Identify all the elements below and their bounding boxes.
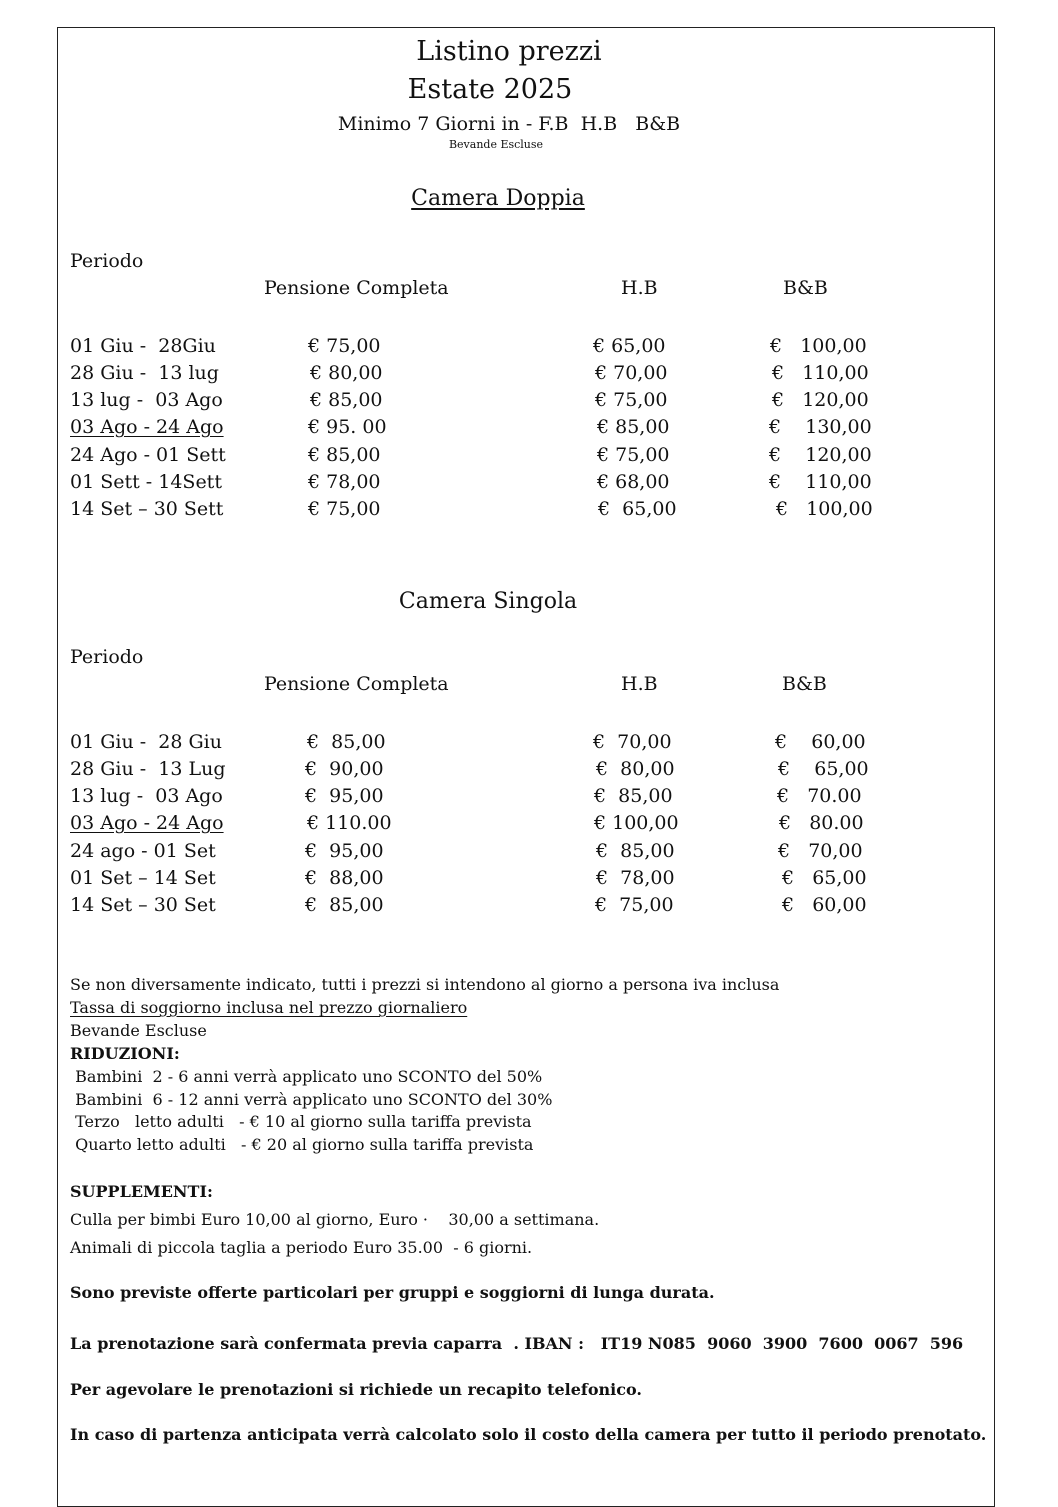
full-board-price: € 110.00 bbox=[307, 812, 392, 834]
tourist-tax-note: Tassa di soggiorno inclusa nel prezzo giornaliero bbox=[70, 998, 468, 1017]
half-board-price: € 75,00 bbox=[597, 444, 670, 466]
bed-breakfast-price: € 65,00 bbox=[782, 867, 867, 889]
single-room-title: Camera Singola bbox=[398, 589, 578, 614]
half-board-price: € 68,00 bbox=[597, 471, 670, 493]
period-cell: 01 Sett - 14Sett bbox=[70, 471, 222, 493]
special-offers-note: Sono previste offerte particolari per gruppi e soggiorni di lunga durata. bbox=[70, 1283, 715, 1302]
full-board-price: € 85,00 bbox=[308, 444, 381, 466]
full-board-price: € 85,00 bbox=[307, 731, 386, 753]
full-board-price: € 85,00 bbox=[305, 894, 384, 916]
bed-breakfast-price: € 60,00 bbox=[782, 894, 867, 916]
period-cell: 03 Ago - 24 Ago bbox=[70, 416, 224, 438]
minimum-stay-note: Minimo 7 Giorni in - F.B H.B B&B bbox=[337, 113, 681, 135]
bed-breakfast-price: € 80.00 bbox=[779, 812, 864, 834]
column-header-full-board: Pensione Completa bbox=[264, 277, 449, 299]
bed-breakfast-price: € 110,00 bbox=[769, 471, 872, 493]
half-board-price: € 70,00 bbox=[593, 731, 672, 753]
column-header-bed-breakfast: B&B bbox=[782, 673, 827, 695]
column-header-half-board: H.B bbox=[621, 673, 658, 695]
double-room-title: Camera Doppia bbox=[411, 186, 585, 211]
full-board-price: € 80,00 bbox=[310, 362, 383, 384]
full-board-price: € 88,00 bbox=[305, 867, 384, 889]
period-cell: 14 Set – 30 Set bbox=[70, 894, 216, 916]
column-header-bed-breakfast: B&B bbox=[783, 277, 828, 299]
period-cell: 01 Giu - 28 Giu bbox=[70, 731, 222, 753]
early-departure-note: In caso di partenza anticipata verrà calcolato solo il costo della camera per tutto il periodo prenotato. bbox=[70, 1425, 987, 1444]
reduction-item: Bambini 2 - 6 anni verrà applicato uno SCONTO del 50% bbox=[70, 1067, 543, 1086]
bed-breakfast-price: € 120,00 bbox=[772, 389, 869, 411]
reductions-title: RIDUZIONI: bbox=[70, 1044, 180, 1063]
period-label: Periodo bbox=[70, 646, 144, 668]
half-board-price: € 85,00 bbox=[597, 416, 670, 438]
drinks-excluded-note: Bevande Escluse bbox=[70, 1021, 207, 1040]
period-cell: 13 lug - 03 Ago bbox=[70, 785, 223, 807]
full-board-price: € 95,00 bbox=[305, 840, 384, 862]
phone-request-note: Per agevolare le prenotazioni si richiede un recapito telefonico. bbox=[70, 1380, 642, 1399]
prices-note: Se non diversamente indicato, tutti i prezzi si intendono al giorno a persona iva inclusa bbox=[70, 975, 780, 994]
bed-breakfast-price: € 100,00 bbox=[770, 335, 867, 357]
half-board-price: € 75,00 bbox=[595, 894, 674, 916]
period-cell: 03 Ago - 24 Ago bbox=[70, 812, 224, 834]
period-cell: 01 Giu - 28Giu bbox=[70, 335, 216, 357]
reduction-item: Bambini 6 - 12 anni verrà applicato uno SCONTO del 30% bbox=[70, 1090, 553, 1109]
full-board-price: € 78,00 bbox=[308, 471, 381, 493]
column-header-half-board: H.B bbox=[621, 277, 658, 299]
reduction-item: Terzo letto adulti - € 10 al giorno sulla tariffa prevista bbox=[70, 1112, 532, 1131]
half-board-price: € 78,00 bbox=[596, 867, 675, 889]
column-header-full-board: Pensione Completa bbox=[264, 673, 449, 695]
period-cell: 13 lug - 03 Ago bbox=[70, 389, 223, 411]
drinks-excluded-note: Bevande Escluse bbox=[448, 138, 544, 151]
full-board-price: € 95,00 bbox=[305, 785, 384, 807]
supplement-item: Culla per bimbi Euro 10,00 al giorno, Euro · 30,00 a settimana. bbox=[70, 1210, 600, 1229]
period-cell: 28 Giu - 13 lug bbox=[70, 362, 219, 384]
full-board-price: € 75,00 bbox=[308, 335, 381, 357]
period-cell: 28 Giu - 13 Lug bbox=[70, 758, 226, 780]
bed-breakfast-price: € 100,00 bbox=[776, 498, 873, 520]
reduction-item: Quarto letto adulti - € 20 al giorno sulla tariffa prevista bbox=[70, 1135, 534, 1154]
half-board-price: € 75,00 bbox=[595, 389, 668, 411]
booking-deposit-note: La prenotazione sarà confermata previa caparra . IBAN : IT19 N085 9060 3900 7600 0067 596 bbox=[70, 1334, 964, 1353]
full-board-price: € 75,00 bbox=[308, 498, 381, 520]
half-board-price: € 65,00 bbox=[593, 335, 666, 357]
period-label: Periodo bbox=[70, 250, 144, 272]
half-board-price: € 65,00 bbox=[598, 498, 677, 520]
season-title: Estate 2025 bbox=[407, 74, 573, 105]
period-cell: 24 ago - 01 Set bbox=[70, 840, 216, 862]
bed-breakfast-price: € 60,00 bbox=[775, 731, 866, 753]
bed-breakfast-price: € 130,00 bbox=[769, 416, 872, 438]
half-board-price: € 100,00 bbox=[594, 812, 679, 834]
full-board-price: € 90,00 bbox=[305, 758, 384, 780]
period-cell: 24 Ago - 01 Sett bbox=[70, 444, 226, 466]
supplement-item: Animali di piccola taglia a periodo Euro 35.00 - 6 giorni. bbox=[70, 1238, 533, 1257]
bed-breakfast-price: € 70.00 bbox=[777, 785, 862, 807]
full-board-price: € 85,00 bbox=[310, 389, 383, 411]
supplements-title: SUPPLEMENTI: bbox=[70, 1182, 213, 1201]
bed-breakfast-price: € 120,00 bbox=[769, 444, 872, 466]
half-board-price: € 85,00 bbox=[594, 785, 673, 807]
full-board-price: € 95. 00 bbox=[308, 416, 387, 438]
period-cell: 01 Set – 14 Set bbox=[70, 867, 216, 889]
half-board-price: € 80,00 bbox=[596, 758, 675, 780]
page-title: Listino prezzi bbox=[416, 36, 602, 67]
bed-breakfast-price: € 110,00 bbox=[772, 362, 869, 384]
bed-breakfast-price: € 65,00 bbox=[778, 758, 869, 780]
half-board-price: € 85,00 bbox=[596, 840, 675, 862]
bed-breakfast-price: € 70,00 bbox=[778, 840, 863, 862]
period-cell: 14 Set – 30 Sett bbox=[70, 498, 224, 520]
half-board-price: € 70,00 bbox=[595, 362, 668, 384]
